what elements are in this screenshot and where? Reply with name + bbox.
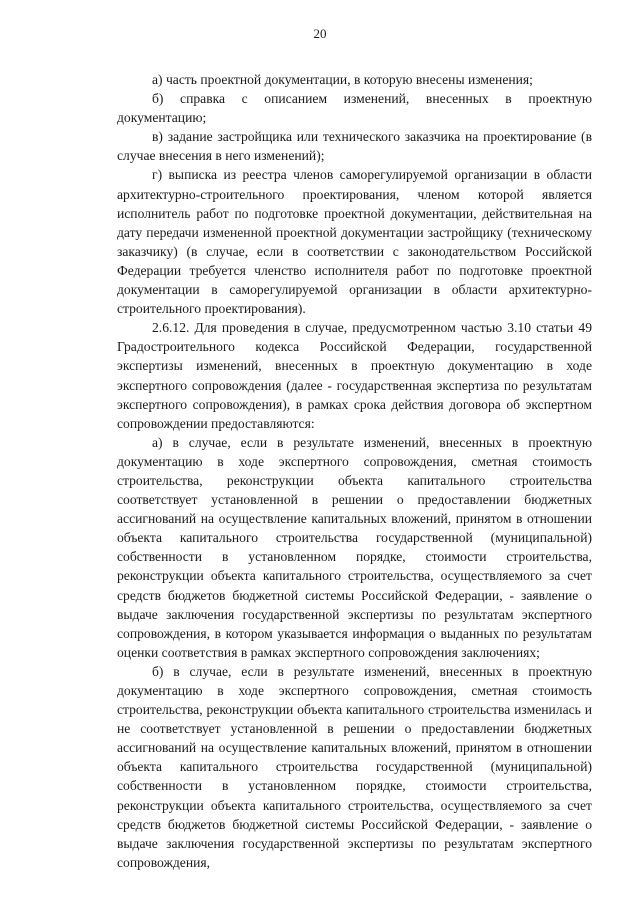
paragraph-case-a: а) в случае, если в результате изменений, внесенных в проектную документацию в ходе экспертного сопровождения, сметная стоимость строительства, реконструкции объекта капитального строительства соответствует установленной в решении о предоставлении бюджетных ассигнований на осуществление капитальных вложений, принятом в отношении объекта капитального строительства государственной (муниципальной) собственности в установленном порядке, стоимости строительства, реконструкции объекта капитального строительства, осуществляемого за счет средств бюджетов бюджетной системы Российской Федерации, - заявление о выдаче заключения государственной экспертизы по результатам экспертного сопровождения, в котором указывается информация о выданных по результатам оценки соответствия в рамках экспертного сопровождения заключениях;: [117, 434, 592, 660]
paragraph-case-b: б) в случае, если в результате изменений, внесенных в проектную документацию в ходе экспертного сопровождения, сметная стоимость строительства, реконструкции объекта капитального строительства изменилась и не соответствует установленной в решении о предоставлении бюджетных ассигнований на осуществление капитальных вложений, принятом в отношении объекта капитального строительства государственной (муниципальной) собственности в установленном порядке, стоимости строительства, реконструкции объекта капитального строительства, осуществляемого за счет средств бюджетов бюджетной системы Российской Федерации, - заявление о выдаче заключения государственной экспертизы по результатам экспертного сопровождения,: [117, 663, 592, 870]
paragraph-section-2-6-12: 2.6.12. Для проведения в случае, предусмотренном частью 3.10 статьи 49 Градостроительного кодекса Российской Федерации, государственной экспертизы изменений, внесенных в проектную документацию в ходе экспертного сопровождения (далее - государственная экспертиза по результатам экспертного сопровождения), в рамках срока действия договора об экспертном сопровождении предоставляются:: [117, 320, 592, 431]
document-body: [117, 70, 592, 872]
paragraph-item-b: б) справка с описанием изменений, внесенных в проектную документацию;: [117, 91, 592, 126]
paragraph-item-a: а) часть проектной документации, в которую внесены изменения;: [152, 72, 533, 87]
paragraph-item-v: в) задание застройщика или технического заказчика на проектирование (в случае внесения в него изменений);: [117, 129, 592, 164]
paragraph-item-g: г) выписка из реестра членов саморегулируемой организации в области архитектурно-строительного проектирования, членом которой является исполнитель работ по подготовке проектной документации, действительная на дату передачи измененной проектной документации застройщику (техническому заказчику) (в случае, если в соответствии с законодательством Российской Федерации требуется членство исполнителя работ по подготовке проектной документации в саморегулируемой организации в области архитектурно-строительного проектирования).: [117, 167, 592, 317]
page-number: 20: [313, 26, 327, 41]
